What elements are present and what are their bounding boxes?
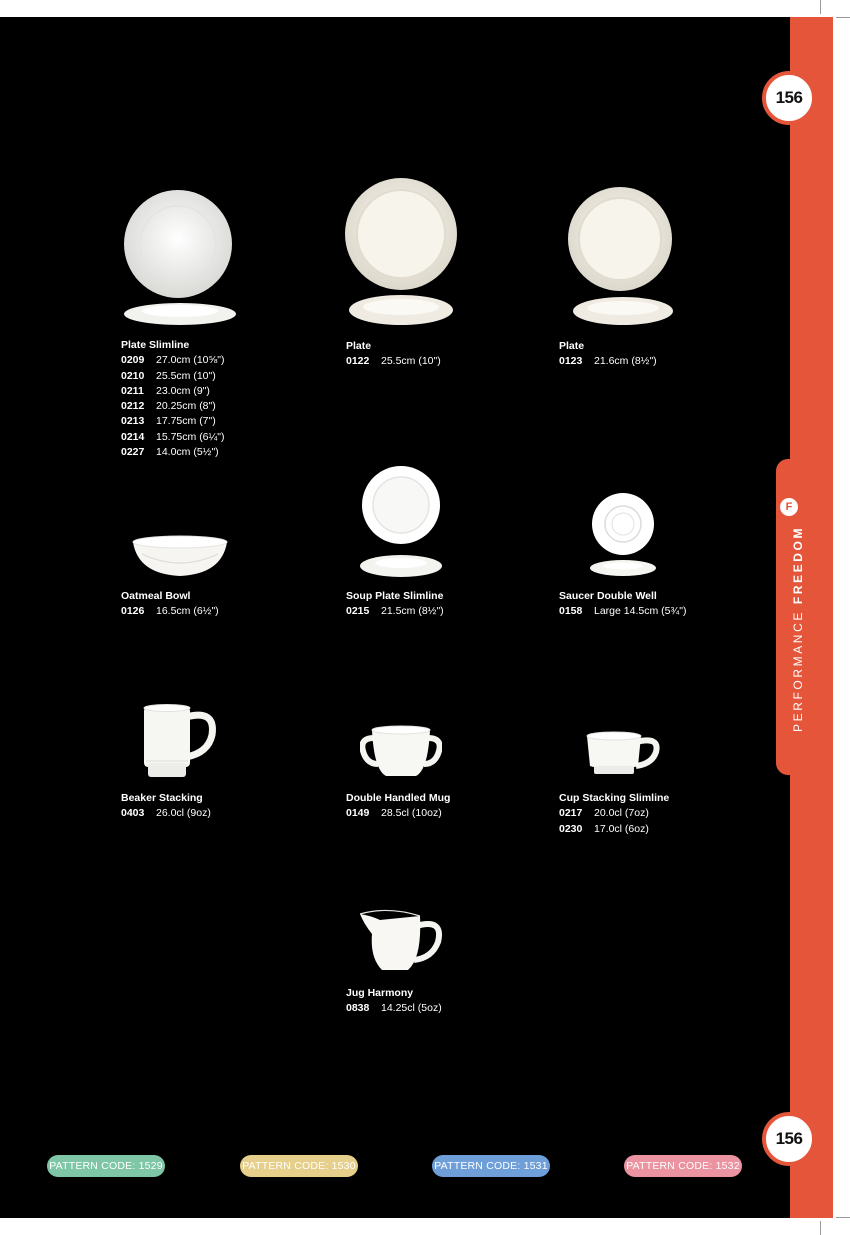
product-size-row <box>121 353 225 368</box>
product-caption-plate-0123 <box>559 339 657 370</box>
product-code: 0213 <box>121 415 145 428</box>
product-size-row <box>121 445 225 460</box>
product-size: 20.0cl (7oz) <box>594 807 649 820</box>
crop-mark <box>836 1217 850 1218</box>
plate-0122-image <box>340 176 465 328</box>
pattern-code-badge: PATTERN CODE: 1532 <box>624 1155 742 1177</box>
product-size-row <box>346 604 444 619</box>
beaker-stacking-image <box>140 703 220 781</box>
range-title <box>791 526 805 732</box>
product-size-row <box>559 604 686 619</box>
saucer-double-well-image <box>586 490 661 582</box>
cup-stacking-slimline-image <box>584 730 660 780</box>
product-code: 0149 <box>346 807 370 820</box>
product-size-row <box>121 369 225 384</box>
product-code: 0403 <box>121 807 145 820</box>
page-number: 156 <box>775 88 803 107</box>
crop-mark <box>836 17 850 18</box>
range-title-regular: PERFORMANCE <box>791 610 805 732</box>
product-caption-saucer-double-well <box>559 589 686 620</box>
product-code: 0217 <box>559 807 583 820</box>
product-name: Plate Slimline <box>121 339 190 351</box>
product-code: 0209 <box>121 354 145 367</box>
product-size: 27.0cm (10⅝") <box>156 354 225 367</box>
product-code: 0214 <box>121 430 145 443</box>
oatmeal-bowl-image <box>130 532 230 582</box>
product-size-row <box>346 354 441 369</box>
product-size-row <box>346 806 450 821</box>
product-size: 15.75cm (6¼") <box>156 430 225 443</box>
plate-slimline-image <box>120 190 240 330</box>
product-size: 25.5cm (10") <box>381 355 441 368</box>
product-size: 16.5cm (6½") <box>156 605 219 618</box>
product-caption-plate-0122 <box>346 339 441 370</box>
product-code: 0215 <box>346 605 370 618</box>
crop-mark <box>820 0 821 14</box>
pattern-code-badge: PATTERN CODE: 1531 <box>432 1155 550 1177</box>
product-size: 14.0cm (5½") <box>156 446 219 459</box>
page-number-badge-top <box>762 71 816 125</box>
pattern-code-badge: PATTERN CODE: 1530 <box>240 1155 358 1177</box>
product-size: 23.0cm (9") <box>156 384 210 397</box>
product-size-row <box>559 806 669 821</box>
product-code: 0158 <box>559 605 583 618</box>
product-size: 21.5cm (8½") <box>381 605 444 618</box>
product-code: 0212 <box>121 400 145 413</box>
product-caption-cup-stacking-slimline <box>559 791 669 837</box>
product-size: Large 14.5cm (5¾") <box>594 605 687 618</box>
crop-mark <box>820 1221 821 1235</box>
product-code: 0126 <box>121 605 145 618</box>
soup-plate-slimline-image <box>358 465 448 581</box>
page-number: 156 <box>775 1129 803 1148</box>
product-size: 20.25cm (8") <box>156 400 216 413</box>
product-size-row <box>121 399 225 414</box>
pattern-code-badge: PATTERN CODE: 1529 <box>47 1155 165 1177</box>
product-size: 17.75cm (7") <box>156 415 216 428</box>
product-size-row <box>559 354 657 369</box>
product-caption-double-handled-mug <box>346 791 450 822</box>
product-size-row <box>346 1001 442 1016</box>
product-name: Cup Stacking Slimline <box>559 792 670 804</box>
product-name: Oatmeal Bowl <box>121 590 191 602</box>
product-caption-beaker-stacking <box>121 791 211 822</box>
product-caption-jug-harmony <box>346 986 442 1017</box>
product-name: Saucer Double Well <box>559 590 657 602</box>
product-code: 0230 <box>559 822 583 835</box>
product-code: 0838 <box>346 1002 370 1015</box>
product-size-row <box>559 822 669 837</box>
product-name: Plate <box>559 340 585 352</box>
product-size-row <box>121 430 225 445</box>
product-size: 28.5cl (10oz) <box>381 807 442 820</box>
product-size-row <box>121 384 225 399</box>
product-name: Double Handled Mug <box>346 792 451 804</box>
range-title-bold: FREEDOM <box>791 525 805 605</box>
product-caption-soup-plate-slimline <box>346 589 444 620</box>
double-handled-mug-image <box>360 724 442 784</box>
product-code: 0123 <box>559 355 583 368</box>
product-name: Beaker Stacking <box>121 792 203 804</box>
product-name: Plate <box>346 340 372 352</box>
product-code: 0211 <box>121 384 144 397</box>
product-size: 14.25cl (5oz) <box>381 1002 442 1015</box>
page-number-badge-bottom <box>762 1112 816 1166</box>
product-code: 0227 <box>121 446 145 459</box>
product-size: 21.6cm (8½") <box>594 355 657 368</box>
product-size: 25.5cm (10") <box>156 369 216 382</box>
jug-harmony-image <box>358 908 444 978</box>
range-logo-icon: F <box>780 498 798 516</box>
product-size-row <box>121 414 225 429</box>
product-caption-oatmeal-bowl <box>121 589 219 620</box>
product-caption-plate-slimline <box>121 338 225 460</box>
product-size-row <box>121 806 211 821</box>
product-size: 26.0cl (9oz) <box>156 807 211 820</box>
product-code: 0210 <box>121 369 145 382</box>
product-size-row <box>121 604 219 619</box>
product-code: 0122 <box>346 355 370 368</box>
product-name: Jug Harmony <box>346 987 414 999</box>
product-size: 17.0cl (6oz) <box>594 822 649 835</box>
plate-0123-image <box>568 184 698 328</box>
product-name: Soup Plate Slimline <box>346 590 444 602</box>
